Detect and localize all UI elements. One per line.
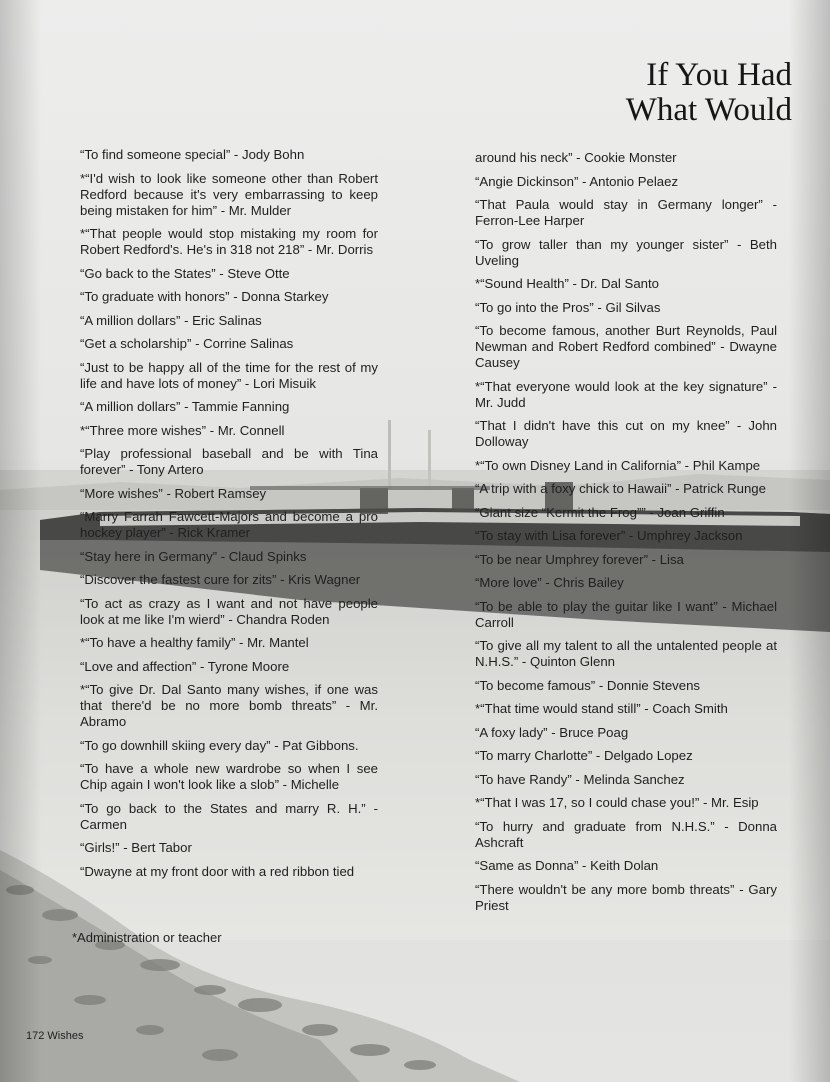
wish-quote: “There wouldn't be any more bomb threats” - Gary Priest [475,881,777,913]
wish-quote: “To stay with Lisa forever” - Umphrey Jackson [475,528,743,543]
wish-quote: “To be able to play the guitar like I want” - Michael Carroll [475,598,777,630]
wish-quote: “A trip with a foxy chick to Hawaii” - Patrick Runge [475,481,766,496]
wish-quote: “Girls!” - Bert Tabor [80,840,192,855]
wish-quote: “To find someone special” - Jody Bohn [80,147,305,162]
wish-quote: “More love” - Chris Bailey [475,575,624,590]
wish-quote: “To have a whole new wardrobe so when I see Chip again I won't look like a slob” - Michelle [80,761,378,792]
wish-quote: “Play professional baseball and be with Tina forever” - Tony Artero [80,446,378,477]
wish-quote: “To grow taller than my younger sister” - Beth Uveling [475,236,777,268]
wish-quote: “To become famous, another Burt Reynolds, Paul Newman and Robert Redford combined” - Dwayne Causey [475,323,777,370]
wish-quote: “To become famous” - Donnie Stevens [475,677,701,693]
wish-quote: “To act as crazy as I want and not have people look at me like I'm wierd” - Chandra Roden [80,595,378,627]
left-wish-column [80,147,378,887]
wish-quote: “Angie Dickinson” - Antonio Pelaez [475,173,679,189]
wish-quote: *“That I was 17, so I could chase you!” - Mr. Esip [475,795,759,810]
wish-quote: “To go downhill skiing every day” - Pat Gibbons. [80,737,359,753]
wish-quote: “Discover the fastest cure for zits” - Kris Wagner [80,572,361,587]
right-wish-column [475,150,777,921]
wish-quote: *“Sound Health” - Dr. Dal Santo [475,276,659,291]
wish-quote: “That I didn't have this cut on my knee” - John Dolloway [475,418,777,449]
wish-quote: *“That people would stop mistaking my room for Robert Redford's. He's in 318 not 218” - Mr. Dorris [80,226,378,257]
wish-quote: *“I'd wish to look like someone other than Robert Redford because it's very embarrassing to keep being mistaken for him” - Mr. Mulder [80,170,378,218]
wish-quote: *“To have a healthy family” - Mr. Mantel [80,635,309,650]
wish-quote: *“Three more wishes” - Mr. Connell [80,422,285,438]
wish-quote: “Go back to the States” - Steve Otte [80,265,290,281]
wish-quote: “Giant size “Kermit the Frog”” - Joan Griffin [475,504,725,520]
wish-quote: “A foxy lady” - Bruce Poag [475,724,629,740]
wish-quote: “Love and affection” - Tyrone Moore [80,658,290,674]
wish-quote: “That Paula would stay in Germany longer” - Ferron-Lee Harper [475,197,777,228]
title-line-1: If You Had [646,57,792,93]
page-title [626,58,792,128]
wish-quote: *“To give Dr. Dal Santo many wishes, if one was that there'd be no more bomb threats” - Mr. Abramo [80,682,378,729]
wish-quote: “To have Randy” - Melinda Sanchez [475,771,685,787]
wish-quote: *“That time would stand still” - Coach Smith [475,701,728,716]
wish-quote: “To be near Umphrey forever” - Lisa [475,551,684,567]
wish-quote: around his neck” - Cookie Monster [475,150,677,165]
wish-quote: “A million dollars” - Eric Salinas [80,312,262,328]
wish-quote: *“That everyone would look at the key signature” - Mr. Judd [475,378,777,410]
wish-quote: “Same as Donna” - Keith Dolan [475,858,659,873]
wish-quote: “To marry Charlotte” - Delgado Lopez [475,748,693,763]
footnote-legend: *Administration or teacher [72,930,222,945]
page-folio: 172 Wishes [26,1030,84,1042]
wish-quote: “Get a scholarship” - Corrine Salinas [80,336,294,351]
wish-quote: “A million dollars” - Tammie Fanning [80,399,290,414]
wish-quote: “Marry Farrah Fawcett-Majors and become a pro hockey player” - Rick Kramer [80,509,378,540]
wish-quote: *“To own Disney Land in California” - Phil Kampe [475,457,761,473]
wish-quote: “To give all my talent to all the untalented people at N.H.S.” - Quinton Glenn [475,638,777,669]
wish-quote: “Just to be happy all of the time for the rest of my life and have lots of money” - Lori Misuik [80,359,378,391]
title-line-2: What Would [625,92,792,128]
wish-quote: “To hurry and graduate from N.H.S.” - Donna Ashcraft [475,818,777,850]
wish-quote: “To go into the Pros” - Gil Silvas [475,299,661,315]
wish-quote: “More wishes” - Robert Ramsey [80,485,267,501]
wish-quote: “To go back to the States and marry R. H.” - Carmen [80,800,378,832]
wish-quote: “Stay here in Germany” - Claud Spinks [80,548,307,564]
wish-quote: “Dwayne at my front door with a red ribbon tied [80,863,355,879]
wish-quote: “To graduate with honors” - Donna Starkey [80,289,329,304]
